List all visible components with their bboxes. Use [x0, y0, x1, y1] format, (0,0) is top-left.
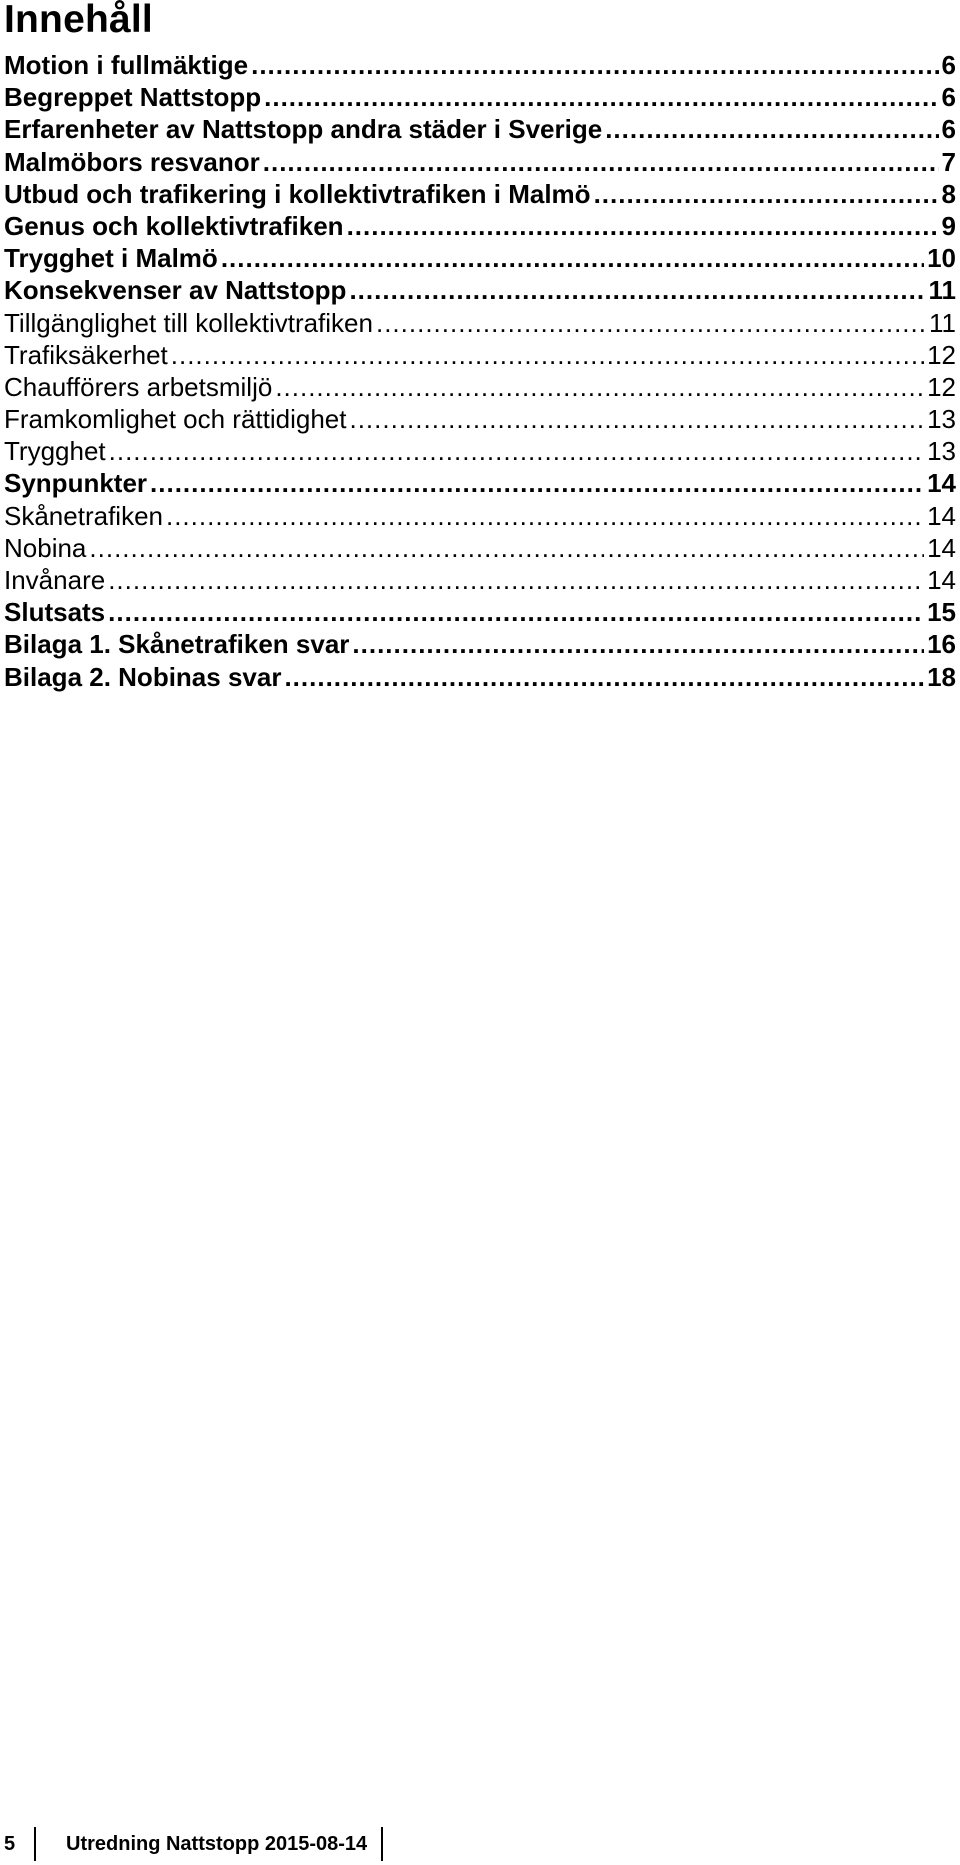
toc-subentry[interactable]	[4, 307, 956, 339]
toc-entry[interactable]	[4, 628, 956, 660]
toc-entry-page: 14	[927, 468, 956, 499]
toc-entry-page: 12	[927, 339, 956, 370]
toc-entry-label: Skånetrafiken	[4, 500, 163, 531]
toc-entry-label: Konsekvenser av Nattstopp	[4, 275, 347, 306]
toc-entry-label: Synpunkter	[4, 468, 148, 499]
toc-entry-label: Trygghet i Malmö	[4, 243, 218, 274]
dot-leader	[284, 661, 924, 693]
toc-entry-page: 11	[928, 275, 956, 306]
dot-leader	[376, 307, 926, 339]
dot-leader	[349, 403, 924, 435]
dot-leader	[349, 274, 925, 306]
toc-entry-label: Genus och kollektivtrafiken	[4, 210, 344, 241]
toc-subentry[interactable]	[4, 339, 956, 371]
toc-entry-page: 6	[941, 82, 956, 113]
page-footer	[4, 1824, 383, 1864]
toc-entry-page: 8	[941, 178, 956, 209]
toc-entry-page: 13	[927, 436, 956, 467]
dot-leader	[275, 371, 924, 403]
dot-leader	[108, 596, 924, 628]
dot-leader	[594, 178, 939, 210]
toc-entry-label: Slutsats	[4, 597, 106, 628]
dot-leader	[109, 435, 924, 467]
toc-title: Innehåll	[4, 0, 153, 41]
toc-subentry[interactable]	[4, 403, 956, 435]
dot-leader	[352, 628, 924, 660]
footer-page-number: 5	[4, 1833, 16, 1855]
toc-subentry[interactable]	[4, 532, 956, 564]
dot-leader	[108, 564, 924, 596]
footer-divider	[34, 1827, 36, 1861]
toc-entry[interactable]	[4, 146, 956, 178]
toc-entry-page: 6	[941, 114, 956, 145]
toc-subentry[interactable]	[4, 435, 956, 467]
toc-entry-page: 6	[941, 50, 956, 80]
toc-entry-label: Chaufförers arbetsmiljö	[4, 371, 273, 402]
toc-entry-page: 7	[941, 146, 956, 177]
toc-entry-page: 14	[927, 500, 956, 531]
dot-leader	[263, 146, 939, 178]
toc-entry[interactable]	[4, 81, 956, 113]
toc-subentry[interactable]	[4, 371, 956, 403]
dot-leader	[251, 49, 938, 81]
toc-entry[interactable]	[4, 661, 956, 693]
toc-entry-label: Begreppet Nattstopp	[4, 82, 262, 113]
toc-entry[interactable]	[4, 178, 956, 210]
toc-entry-page: 15	[927, 597, 956, 628]
toc-entry-page: 12	[927, 371, 956, 402]
table-of-contents	[4, 49, 956, 693]
toc-entry[interactable]	[4, 467, 956, 499]
toc-entry-label: Bilaga 2. Nobinas svar	[4, 661, 282, 692]
toc-entry-page: 11	[929, 307, 956, 338]
toc-entry-page: 9	[941, 210, 956, 241]
dot-leader	[605, 113, 938, 145]
footer-document-title: Utredning Nattstopp 2015-08-14	[66, 1833, 368, 1855]
toc-entry[interactable]	[4, 49, 956, 81]
toc-entry-page: 16	[927, 629, 956, 660]
toc-entry-label: Trafiksäkerhet	[4, 339, 168, 370]
toc-entry[interactable]	[4, 596, 956, 628]
dot-leader	[264, 81, 938, 113]
toc-entry[interactable]	[4, 242, 956, 274]
dot-leader	[347, 210, 939, 242]
toc-entry[interactable]	[4, 210, 956, 242]
toc-entry-label: Invånare	[4, 565, 106, 595]
toc-entry-label: Utbud och trafikering i kollektivtrafiken i Malmö	[4, 178, 591, 209]
toc-entry-page: 18	[927, 661, 956, 692]
toc-entry-label: Trygghet	[4, 436, 106, 467]
dot-leader	[89, 532, 924, 564]
toc-entry-page: 14	[927, 565, 956, 595]
toc-entry-page: 13	[927, 404, 956, 435]
toc-entry-page: 10	[927, 243, 956, 274]
dot-leader	[166, 500, 924, 532]
dot-leader	[221, 242, 924, 274]
toc-entry-label: Tillgänglighet till kollektivtrafiken	[4, 307, 373, 338]
toc-entry[interactable]	[4, 113, 956, 145]
toc-subentry[interactable]	[4, 564, 956, 596]
toc-entry[interactable]	[4, 274, 956, 306]
toc-entry-label: Framkomlighet och rättidighet	[4, 404, 347, 435]
dot-leader	[150, 467, 924, 499]
toc-entry-label: Bilaga 1. Skånetrafiken svar	[4, 629, 350, 660]
footer-divider	[381, 1827, 383, 1861]
dot-leader	[171, 339, 924, 371]
toc-entry-label: Erfarenheter av Nattstopp andra städer i Sverige	[4, 114, 603, 145]
toc-entry-label: Malmöbors resvanor	[4, 146, 260, 177]
toc-entry-label: Motion i fullmäktige	[4, 50, 249, 80]
toc-entry-page: 14	[927, 532, 956, 563]
toc-subentry[interactable]	[4, 500, 956, 532]
toc-entry-label: Nobina	[4, 532, 87, 563]
